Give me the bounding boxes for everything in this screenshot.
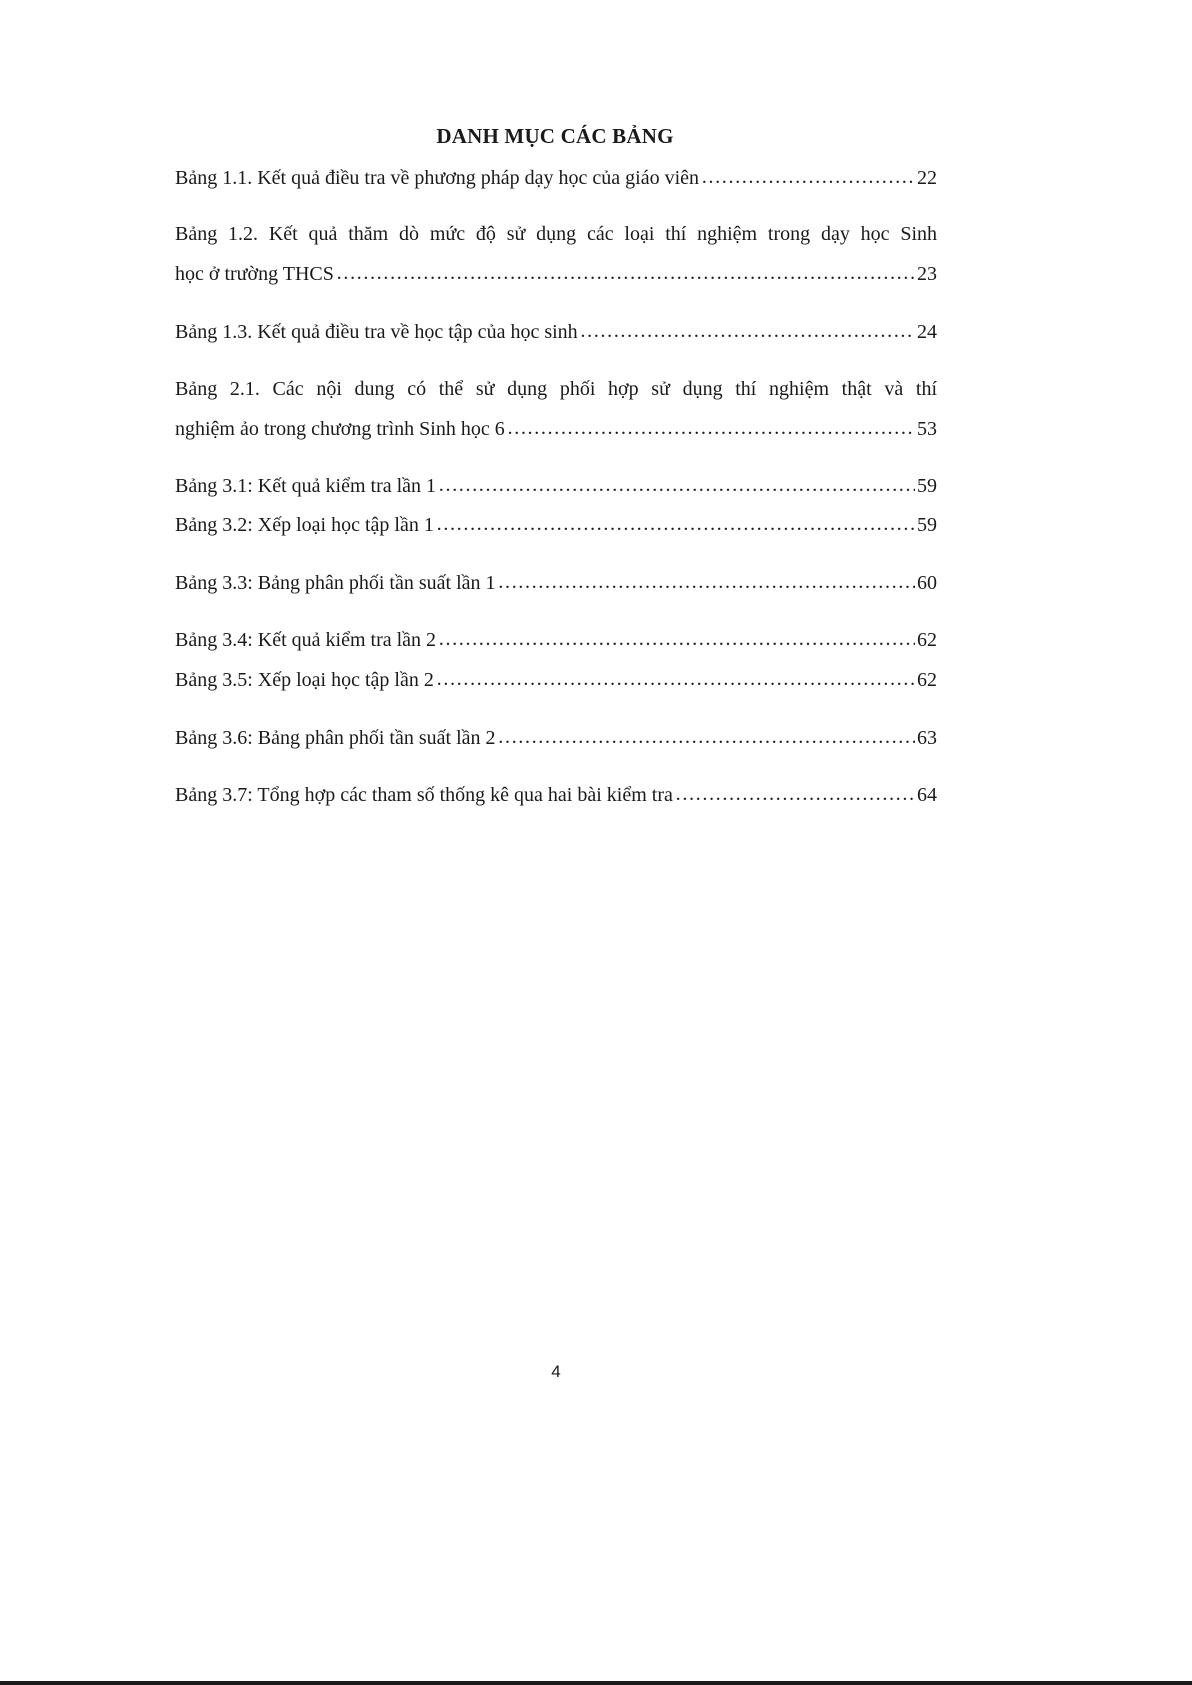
toc-line bbox=[175, 620, 937, 660]
toc-entry-text: Bảng 2.1. Các nội dung có thể sử dụng phối hợp sử dụng thí nghiệm thật và thí bbox=[175, 378, 937, 400]
dot-leader bbox=[580, 311, 915, 351]
toc-entry-text: nghiệm ảo trong chương trình Sinh học 6 bbox=[175, 418, 505, 440]
toc-line bbox=[175, 718, 937, 758]
toc-page-number: 22 bbox=[917, 167, 937, 189]
bottom-edge-line bbox=[0, 1681, 1192, 1685]
toc-line bbox=[175, 158, 937, 198]
toc-page-number: 59 bbox=[917, 475, 937, 497]
toc-page-number: 63 bbox=[917, 727, 937, 749]
toc-line bbox=[175, 254, 937, 294]
toc-entry bbox=[175, 466, 937, 506]
dot-leader bbox=[675, 774, 915, 814]
toc-entry-text: Bảng 3.5: Xếp loại học tập lần 2 bbox=[175, 669, 434, 691]
toc-entry-text: Bảng 3.6: Bảng phân phối tần suất lần 2 bbox=[175, 727, 496, 749]
toc-entry bbox=[175, 158, 937, 198]
dot-leader bbox=[438, 619, 915, 659]
toc-page-number: 62 bbox=[917, 669, 937, 691]
toc-line bbox=[175, 505, 937, 545]
toc-line bbox=[175, 409, 937, 449]
toc-entry bbox=[175, 718, 937, 758]
dot-leader bbox=[701, 157, 915, 197]
dot-leader bbox=[336, 253, 915, 293]
toc-entry bbox=[175, 214, 937, 294]
toc-line bbox=[175, 312, 937, 352]
toc-entry-text: Bảng 3.1: Kết quả kiểm tra lần 1 bbox=[175, 475, 437, 497]
toc-line bbox=[175, 214, 937, 254]
dot-leader bbox=[436, 659, 915, 699]
toc-page-number: 53 bbox=[917, 418, 937, 440]
toc-entry bbox=[175, 775, 937, 815]
toc-entry-text: Bảng 3.2: Xếp loại học tập lần 1 bbox=[175, 514, 434, 536]
toc-entry bbox=[175, 505, 937, 545]
toc-entry-text: Bảng 1.2. Kết quả thăm dò mức độ sử dụng các loại thí nghiệm trong dạy học Sinh bbox=[175, 223, 937, 245]
toc-line bbox=[175, 563, 937, 603]
toc-entry bbox=[175, 660, 937, 700]
toc-entry-text: Bảng 1.1. Kết quả điều tra về phương pháp dạy học của giáo viên bbox=[175, 167, 700, 189]
toc-entry bbox=[175, 312, 937, 352]
dot-leader bbox=[507, 408, 915, 448]
dot-leader bbox=[438, 465, 915, 505]
dot-leader bbox=[498, 562, 915, 602]
toc-line bbox=[175, 466, 937, 506]
dot-leader bbox=[436, 504, 915, 544]
toc-page-number: 59 bbox=[917, 514, 937, 536]
toc-entry bbox=[175, 563, 937, 603]
toc-entry-text: học ở trường THCS bbox=[175, 263, 334, 285]
page-number: 4 bbox=[551, 1362, 561, 1381]
toc-line bbox=[175, 775, 937, 815]
page-title: DANH MỤC CÁC BẢNG bbox=[436, 124, 674, 148]
toc-entry-text: Bảng 3.4: Kết quả kiểm tra lần 2 bbox=[175, 629, 437, 651]
toc-page-number: 64 bbox=[917, 784, 937, 806]
toc-entry-text: Bảng 1.3. Kết quả điều tra về học tập của học sinh bbox=[175, 321, 578, 343]
toc-page-number: 23 bbox=[917, 263, 937, 285]
toc-line bbox=[175, 660, 937, 700]
dot-leader bbox=[498, 717, 915, 757]
toc-entry bbox=[175, 369, 937, 449]
toc-entry-text: Bảng 3.7: Tổng hợp các tham số thống kê qua hai bài kiểm tra bbox=[175, 784, 673, 806]
toc-page-number: 24 bbox=[917, 321, 937, 343]
toc-entry bbox=[175, 620, 937, 660]
toc-page-number: 60 bbox=[917, 572, 937, 594]
toc-page-number: 62 bbox=[917, 629, 937, 651]
toc-entry-text: Bảng 3.3: Bảng phân phối tần suất lần 1 bbox=[175, 572, 496, 594]
toc-line bbox=[175, 369, 937, 409]
